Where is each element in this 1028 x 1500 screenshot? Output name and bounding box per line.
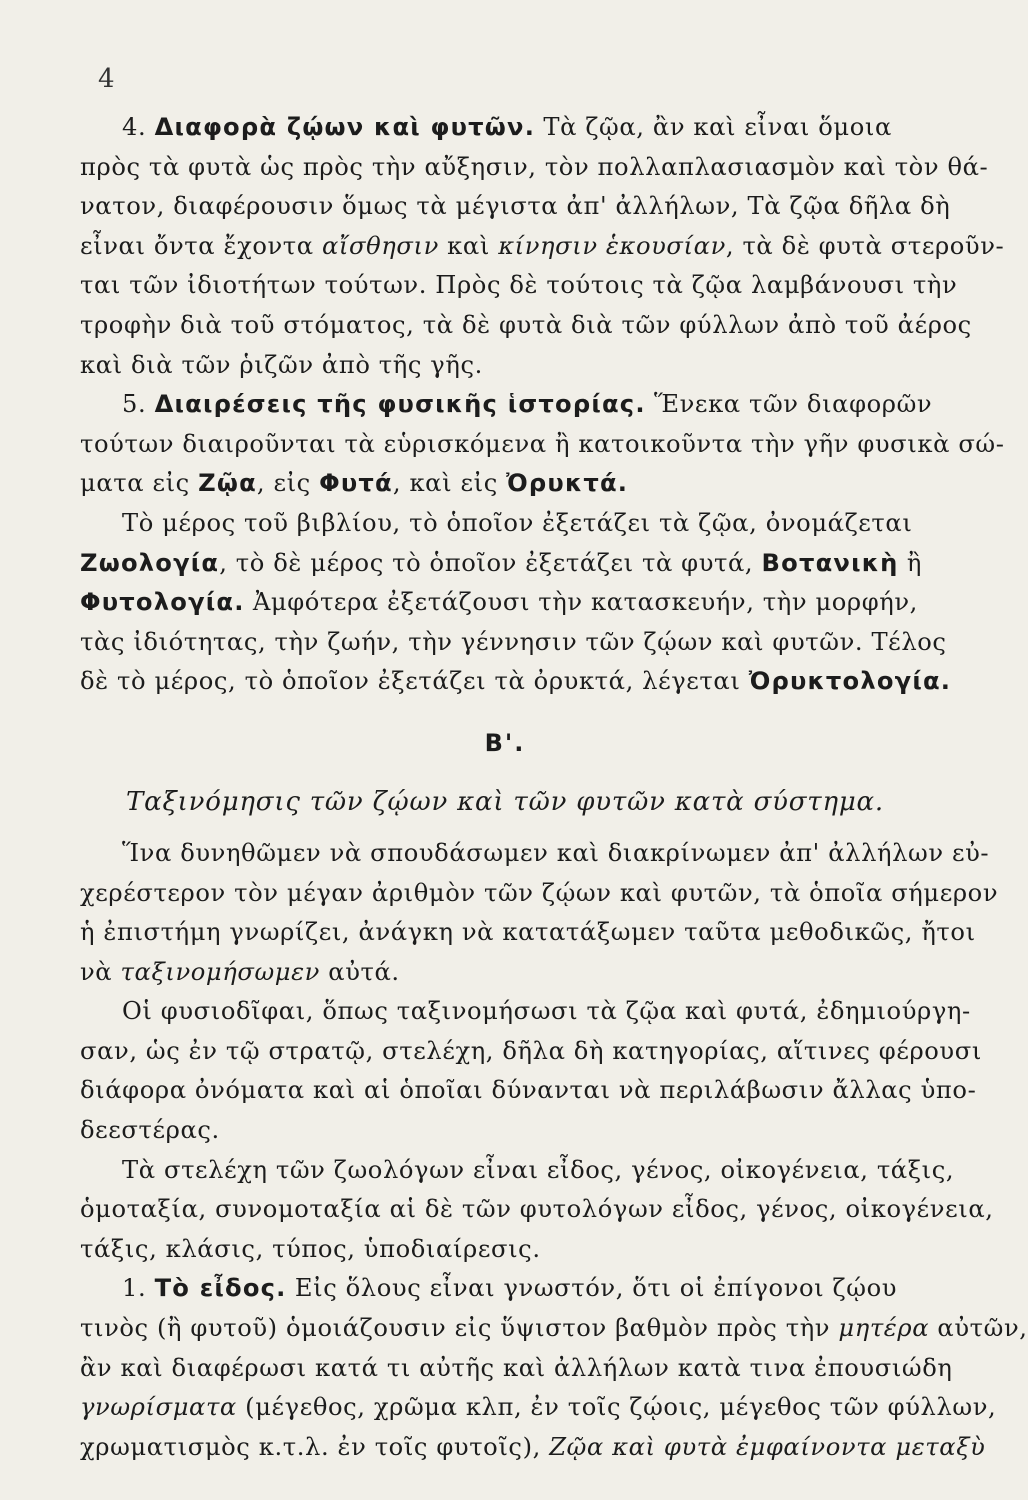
- text-run: Τὰ ζῷα, ἂν καὶ εἶναι ὅμοια: [535, 113, 892, 141]
- paragraph-8-line-1: Οἱ φυσιοδῖφαι, ὅπως ταξινομήσωσι τὰ ζῷα καὶ φυτά, ἐδημιούργη-: [122, 997, 971, 1026]
- section-number: 5.: [122, 390, 155, 419]
- paragraph-4-line-7: καὶ διὰ τῶν ῥιζῶν ἀπὸ τῆς γῆς.: [80, 350, 483, 379]
- paragraph-8-line-3: διάφορα ὀνόματα καὶ αἱ ὁποῖαι δύνανται νὰ περιλάβωσιν ἄλλας ὑπο-: [80, 1076, 977, 1105]
- text-run: νὰ: [80, 957, 121, 986]
- paragraph-10-line-2: [80, 1309, 1028, 1349]
- text-run: , εἰς: [256, 469, 320, 498]
- italic-term: κίνησιν ἑκουσίαν: [498, 231, 726, 260]
- text-run: εἶναι ὄντα ἔχοντα: [80, 231, 322, 260]
- italic-term: γνωρίσματα: [80, 1393, 237, 1422]
- section-title: Ταξινόμησις τῶν ζῴων καὶ τῶν φυτῶν κατὰ σύστημα.: [126, 786, 884, 817]
- paragraph-7-line-3: ἡ ἐπιστήμη γνωρίζει, ἀνάγκη νὰ κατατάξωμεν ταῦτα μεθοδικῶς, ἤτοι: [80, 918, 976, 947]
- term-bold: Φυτολογία.: [80, 588, 245, 617]
- paragraph-4-line-5: ται τῶν ἰδιοτήτων τούτων. Πρὸς δὲ τούτοις τὰ ζῷα λαμβάνουσι τὴν: [80, 271, 958, 300]
- section-number: 4.: [122, 113, 155, 141]
- paragraph-7-line-4: [80, 953, 930, 993]
- paragraph-8-line-2: σαν, ὡς ἐν τῷ στρατῷ, στελέχη, δῆλα δὴ κατηγορίας, αἵτινες φέρουσι: [80, 1036, 982, 1065]
- heading-bold: Διαιρέσεις τῆς φυσικῆς ἱστορίας.: [154, 390, 646, 419]
- heading-bold: Τὸ εἶδος.: [154, 1274, 287, 1303]
- text-run: Ἕνεκα τῶν διαφορῶν: [645, 390, 933, 419]
- paragraph-4-line-3: νατον, διαφέρουσιν ὅμως τὰ μέγιστα ἀπ' ἀλλήλων, Τὰ ζῷα δῆλα δὴ: [80, 192, 951, 221]
- term-bold: Ζῷα: [198, 469, 257, 498]
- paragraph-6-line-1: Τὸ μέρος τοῦ βιβλίου, τὸ ὁποῖον ἐξετάζει τὰ ζῷα, ὀνομάζεται: [122, 508, 913, 537]
- paragraph-8-line-4: δεεστέρας.: [80, 1116, 220, 1145]
- paragraph-6-line-3: [80, 583, 930, 623]
- paragraph-9-line-2: ὁμοταξία, συνομοταξία αἱ δὲ τῶν φυτολόγων εἶδος, γένος, οἰκογένεια,: [80, 1195, 994, 1224]
- paragraph-7-line-1: Ἵνα δυνηθῶμεν νὰ σπουδάσωμεν καὶ διακρίνωμεν ἀπ' ἀλλήλων εὐ-: [122, 838, 990, 867]
- heading-bold: Διαφορὰ ζῴων καὶ φυτῶν.: [154, 113, 536, 141]
- paragraph-6-line-5: [80, 662, 952, 702]
- italic-term: μητέρα: [838, 1314, 930, 1343]
- paragraph-5-line-3: [80, 464, 930, 504]
- text-run: δὲ τὸ μέρος, τὸ ὁποῖον ἐξετάζει τὰ ὀρυκτά, λέγεται: [80, 667, 749, 696]
- text-run: , τὸ δὲ μέρος τὸ ὁποῖον ἐξετάζει τὰ φυτά,: [219, 548, 762, 577]
- paragraph-10-line-4: [80, 1388, 997, 1428]
- section-number: 1.: [122, 1274, 155, 1303]
- text-run: , τὰ δὲ φυτὰ στεροῦν-: [725, 231, 1005, 260]
- paragraph-4-line-1: [80, 108, 930, 148]
- text-run: ματα εἰς: [80, 469, 199, 498]
- paragraph-10-line-3: ἂν καὶ διαφέρωσι κατά τι αὐτῆς καὶ ἀλλήλων κατὰ τινα ἐπουσιώδη: [80, 1353, 953, 1382]
- text-run: καὶ: [438, 231, 499, 260]
- paragraph-5-line-2: τούτων διαιροῦνται τὰ εὑρισκόμενα ἢ κατοικοῦντα τὴν γῆν φυσικὰ σώ-: [80, 429, 1005, 458]
- paragraph-6-line-2: [80, 544, 930, 584]
- italic-term: αἴσθησιν: [322, 231, 439, 260]
- paragraph-9-line-3: τάξις, κλάσις, τύπος, ὑποδιαίρεσις.: [80, 1234, 541, 1263]
- text-run: Εἰς ὅλους εἶναι γνωστόν, ὅτι οἱ ἐπίγονοι ζῴου: [286, 1274, 898, 1303]
- term-bold: Ζωολογία: [80, 548, 220, 577]
- paragraph-9-line-1: Τὰ στελέχη τῶν ζωολόγων εἶναι εἶδος, γένος, οἰκογένεια, τάξις,: [122, 1155, 955, 1184]
- term-bold: Ὀρυκτά.: [506, 469, 629, 498]
- paragraph-5-line-1: [80, 385, 933, 425]
- paragraph-4-line-4: [80, 227, 1005, 267]
- text-run: αὐτά.: [319, 957, 400, 986]
- body-text: [80, 108, 1028, 1467]
- text-run: Ἀμφότερα ἐξετάζουσι τὴν κατασκευήν, τὴν μορφήν,: [244, 588, 918, 617]
- text-run: αὐτῶν,: [929, 1314, 1028, 1343]
- text-run: χρωματισμὸς κ.τ.λ. ἐν τοῖς φυτοῖς),: [80, 1432, 550, 1461]
- paragraph-4-line-6: τροφὴν διὰ τοῦ στόματος, τὰ δὲ φυτὰ διὰ τῶν φύλλων ἀπὸ τοῦ ἀέρος: [80, 310, 972, 339]
- paragraph-10-line-1: [80, 1269, 930, 1309]
- text-run: (μέγεθος, χρῶμα κλπ, ἐν τοῖς ζῴοις, μέγεθος τῶν φύλλων,: [236, 1393, 997, 1422]
- text-run: ἢ: [898, 548, 922, 577]
- italic-term: Ζῷα καὶ φυτὰ ἐμφαίνοντα μεταξὺ: [549, 1432, 986, 1461]
- text-run: , καὶ εἰς: [392, 469, 507, 498]
- term-bold: Βοτανικὴ: [761, 548, 899, 577]
- paragraph-10-line-5: [80, 1428, 986, 1468]
- paragraph-6-line-4: τὰς ἰδιότητας, τὴν ζωήν, τὴν γέννησιν τῶν ζῴων καὶ φυτῶν. Τέλος: [80, 627, 947, 656]
- section-label: Β'.: [484, 728, 526, 757]
- term-bold: Ὀρυκτολογία.: [748, 667, 952, 696]
- term-bold: Φυτά: [319, 469, 393, 498]
- paragraph-4-line-2: πρὸς τὰ φυτὰ ὡς πρὸς τὴν αὔξησιν, τὸν πολλαπλασιασμὸν καὶ τὸν θά-: [80, 152, 989, 181]
- page-number: 4: [98, 64, 115, 94]
- paragraph-7-line-2: χερέστερον τὸν μέγαν ἀριθμὸν τῶν ζῴων καὶ φυτῶν, τὰ ὁποῖα σήμερον: [80, 878, 999, 907]
- text-run: τινὸς (ἢ φυτοῦ) ὁμοιάζουσιν εἰς ὕψιστον βαθμὸν πρὸς τὴν: [80, 1314, 839, 1343]
- italic-term: ταξινομήσωμεν: [120, 957, 320, 986]
